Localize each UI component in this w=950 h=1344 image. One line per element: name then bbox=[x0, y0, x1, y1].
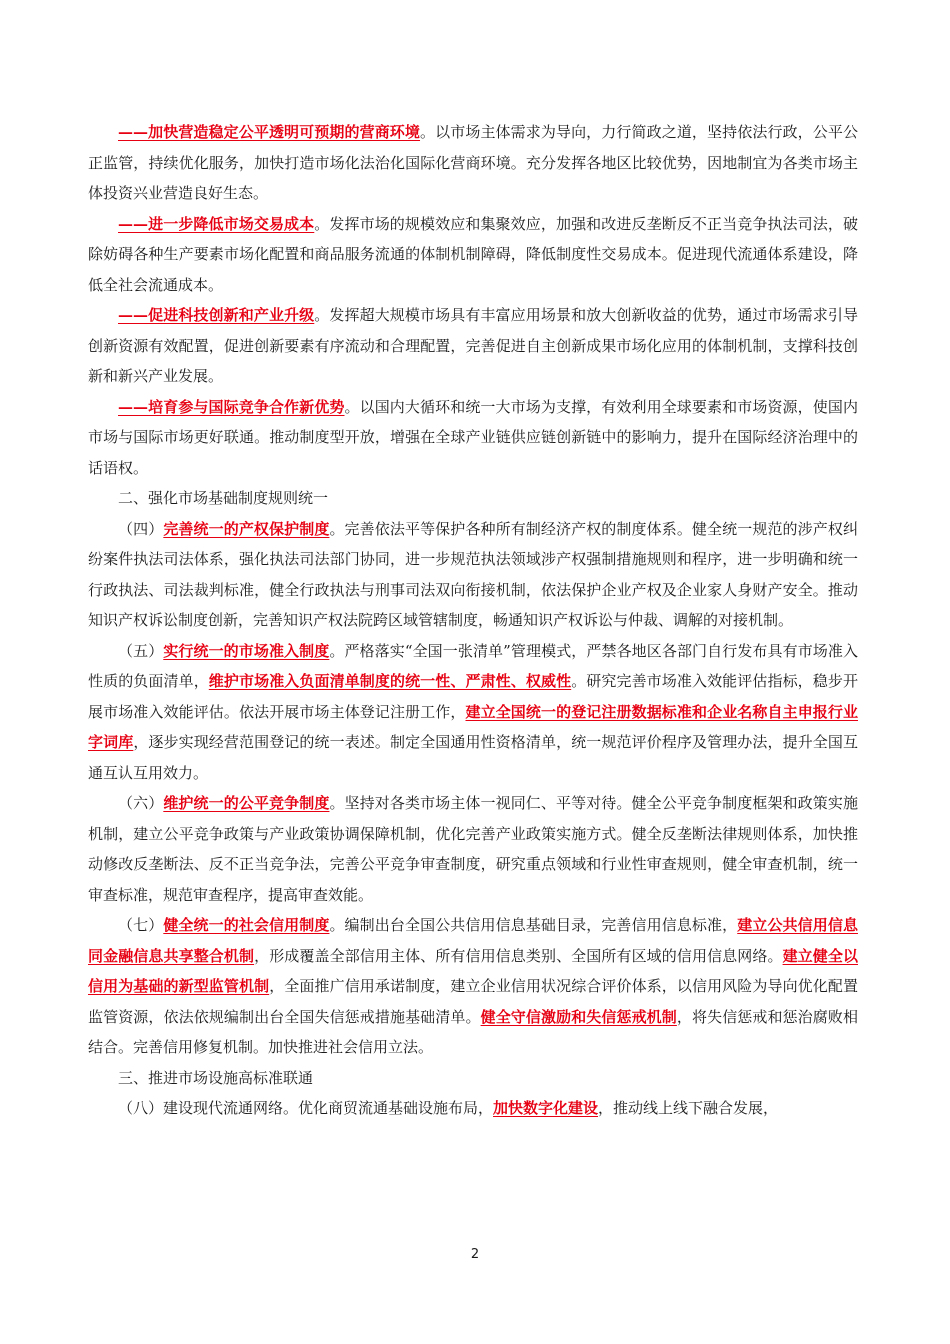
paragraph-text: ，逐步实现经营范围登记的统一表述。制定全国通用性资格清单，统一规范评价程序及管理办法，提升全国互通互认互用效力。 bbox=[88, 733, 858, 782]
paragraph-text: ，将失信惩戒和惩治腐败相结合。完善信用修复机制。加快推进社会信用立法。 bbox=[88, 1007, 858, 1056]
clause-number: （五） bbox=[118, 641, 164, 660]
paragraph-text: 。发挥市场的规模效应和集聚效应，加强和改进反垄断反不正当竞争执法司法，破除妨碍各种生产要素市场化配置和商品服务流通的体制机制障碍，降低制度性交易成本。促进现代流通体系建设，降低全社会流通成本。 bbox=[88, 214, 858, 294]
paragraph-text: ，形成覆盖全部信用主体、所有信用信息类别、全国所有区域的信用信息网络。 bbox=[254, 946, 783, 965]
paragraph-text: 。发挥超大规模市场具有丰富应用场景和放大创新收益的优势，通过市场需求引导创新资源有效配置，促进创新要素有序流动和合理配置，完善促进自主创新成果市场化应用的体制机制，支撑科技创新和新兴产业发展。 bbox=[88, 306, 858, 385]
paragraph-text: 。严格落实“全国一张清单”管理模式，严禁各地区各部门自行发布具有市场准入性质的负面清单， bbox=[88, 641, 858, 690]
paragraph-text: 。以市场主体需求为导向，力行简政之道，坚持依法行政，公平公正监管，持续优化服务，加快打造市场化法治化国际化营商环境。充分发挥各地区比较优势，因地制宜为各类市场主体投资兴业营造良好生态。 bbox=[88, 123, 858, 202]
paragraph-market-access bbox=[88, 636, 858, 789]
highlight-registration-standard: 建立全国统一的登记注册数据标准和企业名称自主申报行业字词库 bbox=[88, 702, 858, 751]
highlight-credit-sharing: 建立公共信用信息同金融信息共享整合机制 bbox=[88, 916, 858, 965]
paragraph-text: ，推动线上线下融合发展， bbox=[598, 1099, 779, 1117]
paragraph-text: （八）建设现代流通网络。优化商贸流通基础设施布局， bbox=[118, 1099, 494, 1117]
paragraph-text: 。研究完善市场准入效能评估指标，稳步开展市场准入效能评估。依法开展市场主体登记注册工作， bbox=[88, 672, 858, 721]
highlight-negative-list: 维护市场准入负面清单制度的统一性、严肃性、权威性 bbox=[208, 672, 572, 690]
section-heading-3 bbox=[88, 1063, 858, 1094]
page-number: 2 bbox=[470, 1247, 480, 1262]
highlight-incentive-mechanism: 健全守信激励和失信惩戒机制 bbox=[480, 1007, 677, 1026]
highlight-credit-supervision: 建立健全以信用为基础的新型监管机制 bbox=[88, 946, 858, 995]
highlight-digitalization: 加快数字化建设 bbox=[493, 1099, 599, 1117]
highlight-property-rights: 完善统一的产权保护制度 bbox=[163, 519, 330, 538]
paragraph-text: ，全面推广信用承诺制度，建立企业信用状况综合评价体系，以信用风险为导向优化配置监管资源，依法依规编制出台全国失信惩戒措施基础清单。 bbox=[88, 977, 858, 1026]
paragraph-text: 。以国内大循环和统一大市场为支撑，有效利用全球要素和市场资源，使国内市场与国际市场更好联通。推动制度型开放，增强在全球产业链供应链创新链中的影响力，提升在国际经济治理中的话语权。 bbox=[88, 397, 858, 477]
paragraph-text: 。编制出台全国公共信用信息基础目录，完善信用信息标准， bbox=[329, 916, 738, 934]
highlight-transaction-cost: ——进一步降低市场交易成本 bbox=[118, 214, 315, 233]
paragraph-property-rights bbox=[88, 514, 858, 636]
heading-text: 三、推进市场设施高标准联通 bbox=[118, 1068, 314, 1087]
highlight-market-access: 实行统一的市场准入制度 bbox=[163, 641, 330, 660]
highlight-tech-innovation: ——促进科技创新和产业升级 bbox=[118, 306, 315, 324]
clause-number: （四） bbox=[118, 519, 164, 538]
clause-number: （七） bbox=[118, 916, 164, 934]
highlight-business-environment: ——加快营造稳定公平透明可预期的营商环境 bbox=[118, 123, 421, 141]
document-body bbox=[88, 117, 858, 1124]
section-heading-2 bbox=[88, 483, 858, 514]
paragraph-international-competition bbox=[88, 392, 858, 484]
clause-number: （六） bbox=[118, 794, 164, 812]
paragraph-circulation-network bbox=[88, 1093, 858, 1124]
paragraph-transaction-cost bbox=[88, 209, 858, 301]
highlight-fair-competition: 维护统一的公平竞争制度 bbox=[163, 794, 330, 812]
heading-text: 二、强化市场基础制度规则统一 bbox=[118, 489, 329, 507]
paragraph-fair-competition bbox=[88, 788, 858, 910]
highlight-social-credit: 健全统一的社会信用制度 bbox=[163, 916, 330, 934]
paragraph-tech-innovation bbox=[88, 300, 858, 392]
paragraph-text: 。坚持对各类市场主体一视同仁、平等对待。健全公平竞争制度框架和政策实施机制，建立公平竞争政策与产业政策协调保障机制，优化完善产业政策实施方式。健全反垄断法律规则体系，加快推动修改反垄断法、反不正当竞争法，完善公平竞争审查制度，研究重点领域和行业性审查规则，健全审查机制，统一审查标准，规范审查程序，提高审查效能。 bbox=[88, 794, 858, 904]
paragraph-text: 。完善依法平等保护各种所有制经济产权的制度体系。健全统一规范的涉产权纠纷案件执法司法体系，强化执法司法部门协同，进一步规范执法领域涉产权强制措施规则和程序，进一步明确和统一行政执法、司法裁判标准，健全行政执法与刑事司法双向衔接机制，依法保护企业产权及企业家人身财产安全。推动知识产权诉讼制度创新，完善知识产权法院跨区域管辖制度，畅通知识产权诉讼与仲裁、调解的对接机制。 bbox=[88, 519, 858, 629]
paragraph-social-credit bbox=[88, 910, 858, 1063]
highlight-international-competition: ——培育参与国际竞争合作新优势 bbox=[118, 397, 345, 416]
paragraph-business-environment bbox=[88, 117, 858, 209]
